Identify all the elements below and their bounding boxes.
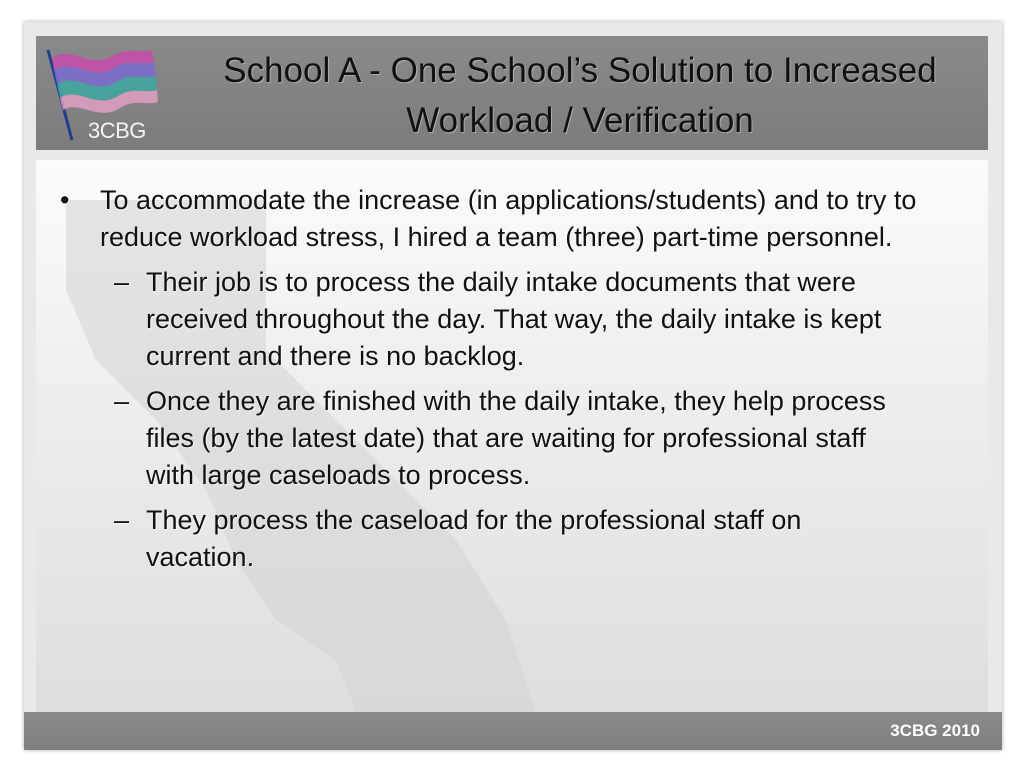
dash-marker: – (114, 386, 130, 416)
bullet-list (58, 182, 978, 584)
list-subitem (58, 502, 886, 576)
list-subitem (58, 264, 886, 375)
slide-content (36, 160, 988, 712)
subitem-text: Their job is to process the daily intake documents that were received throughout the day. That way, the daily intake is kept current and there is no backlog. (146, 267, 882, 371)
footer-text: 3CBG 2010 (890, 721, 980, 740)
logo-text: 3CBG (88, 118, 146, 143)
slide-title: School A - One School’s Solution to Increased Workload / Verification (223, 51, 937, 140)
list-item (58, 182, 978, 256)
list-subitem (58, 383, 886, 494)
slide-footer (24, 712, 1002, 750)
dash-marker: – (114, 267, 130, 297)
bullet-text: To accommodate the increase (in applications/students) and to try to reduce workload stress, I hired a team (three) part-time personnel. (100, 185, 917, 252)
subitem-text: They process the caseload for the professional staff on vacation. (146, 505, 802, 572)
bullet-marker: • (60, 185, 70, 215)
dash-marker: – (114, 505, 130, 535)
subitem-text: Once they are finished with the daily intake, they help process files (by the latest date) that are waiting for professional staff with large caseloads to process. (146, 386, 886, 490)
